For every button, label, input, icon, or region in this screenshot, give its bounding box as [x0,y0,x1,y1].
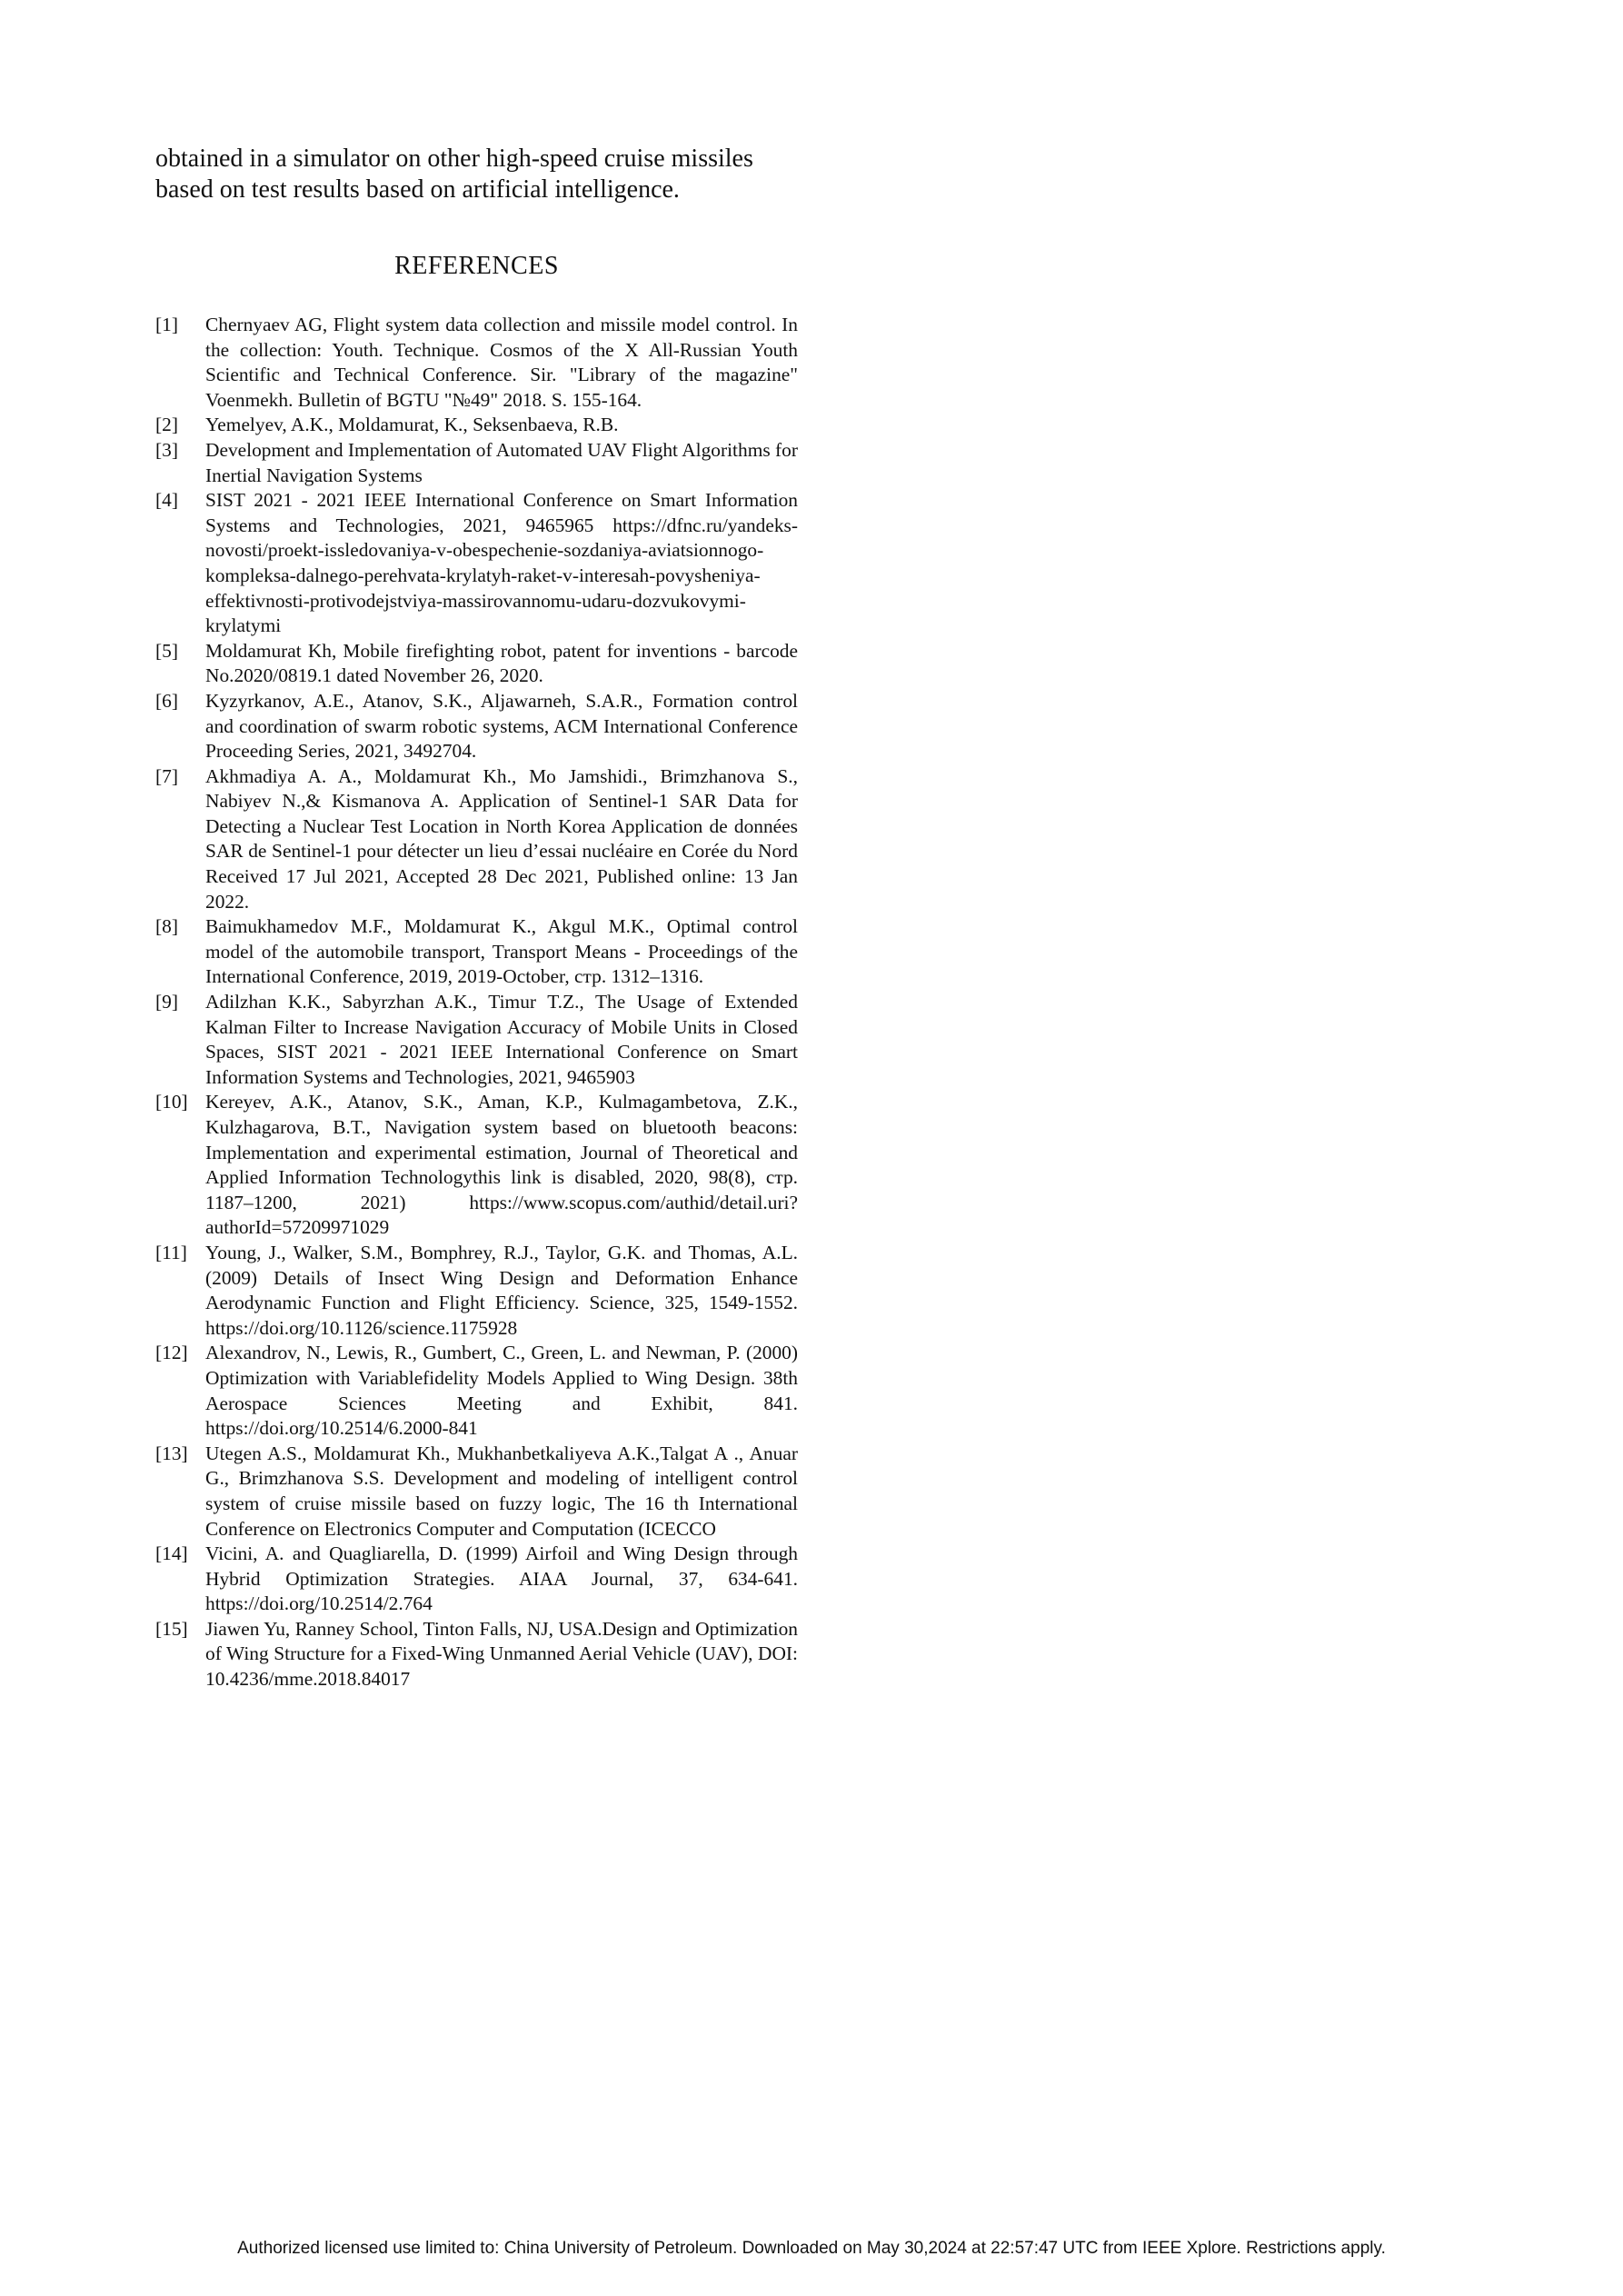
reference-number: [4] [155,489,178,512]
license-footer: Authorized licensed use limited to: China University of Petroleum. Downloaded on May 30,2024 at 22:57:47 UTC from IEEE Xplore. Restrictions apply. [237,2239,1386,2258]
reference-item [155,689,798,764]
reference-item [155,639,798,689]
reference-number: [14] [155,1542,188,1565]
reference-item [155,1341,798,1441]
reference-item [155,1617,798,1692]
reference-text: Chernyaev AG, Flight system data collection and missile model control. In the collection: Youth. Technique. Cosmos of the X All-Russian Youth Scientific and Technical Conference. Sir. "Library of the magazine" Voenmekh. Bulletin of BGTU "№49" 2018. S. 155-164. [205,314,798,411]
reference-number: [11] [155,1241,187,1263]
reference-number: [9] [155,991,178,1013]
reference-number: [3] [155,438,178,461]
reference-item [155,1241,798,1341]
reference-item [155,1090,798,1241]
reference-text: Yemelyev, A.K., Moldamurat, K., Seksenbaeva, R.B. [205,414,619,436]
reference-text: Jiawen Yu, Ranney School, Tinton Falls, NJ, USA.Design and Optimization of Wing Structure for a Fixed-Wing Unmanned Aerial Vehicle (UAV), DOI: 10.4236/mme.2018.84017 [205,1617,798,1691]
intro-paragraph: obtained in a simulator on other high-speed cruise missiles based on test results based on artificial intelligence. [155,145,753,204]
reference-number: [6] [155,689,178,712]
reference-item [155,914,798,990]
reference-item [155,764,798,915]
reference-number: [8] [155,915,178,938]
reference-text: Utegen A.S., Moldamurat Kh., Mukhanbetkaliyeva A.K.,Talgat A ., Anuar G., Brimzhanova S.S. Development and modeling of intelligent control system of cruise missile based on fuzzy logic, The 16 th International Conference on Electronics Computer and Computation (ICECCO [205,1442,798,1540]
reference-text: Development and Implementation of Automated UAV Flight Algorithms for Inertial Navigation Systems [205,438,798,486]
references-heading: REFERENCES [394,252,559,280]
reference-item [155,1542,798,1617]
reference-number: [2] [155,414,178,436]
reference-text: Kereyev, A.K., Atanov, S.K., Aman, K.P., Kulmagambetova, Z.K., Kulzhagarova, B.T., Navigation system based on bluetooth beacons: Implementation and experimental estimation, Journal of Theoretical and Applied Information Technologythis link is disabled, 2020, 98(8), стр. 1187–1200, 2021) https://www.scopus.com/authid/detail.uri?authorId=57209971029 [205,1091,798,1239]
reference-text: Vicini, A. and Quagliarella, D. (1999) Airfoil and Wing Design through Hybrid Optimization Strategies. AIAA Journal, 37, 634-641. https://doi.org/10.2514/2.764 [205,1542,798,1615]
reference-number: [7] [155,764,178,787]
reference-item [155,488,798,639]
reference-text: Young, J., Walker, S.M., Bomphrey, R.J., Taylor, G.K. and Thomas, A.L. (2009) Details of Insect Wing Design and Deformation Enhance Aerodynamic Function and Flight Efficiency. Science, 325, 1549-1552. https://doi.org/10.1126/science.1175928 [205,1241,798,1339]
reference-number: [10] [155,1091,188,1113]
reference-number: [12] [155,1342,188,1364]
reference-number: [5] [155,639,178,662]
reference-number: [13] [155,1442,188,1464]
reference-text: Moldamurat Kh, Mobile firefighting robot, patent for inventions - barcode No.2020/0819.1 dated November 26, 2020. [205,639,798,687]
left-column [155,144,798,1692]
reference-text: Alexandrov, N., Lewis, R., Gumbert, C., Green, L. and Newman, P. (2000) Optimization with Variablefidelity Models Applied to Wing Design. 38th Aerospace Sciences Meeting and Exhibit, 841. https://doi.org/10.2514/6.2000-841 [205,1342,798,1440]
reference-text: Adilzhan K.K., Sabyrzhan A.K., Timur T.Z., The Usage of Extended Kalman Filter to Increase Navigation Accuracy of Mobile Units in Closed Spaces, SIST 2021 - 2021 IEEE International Conference on Smart Information Systems and Technologies, 2021, 9465903 [205,991,798,1088]
reference-item [155,438,798,488]
reference-item [155,413,798,438]
reference-text: Kyzyrkanov, A.E., Atanov, S.K., Aljawarneh, S.A.R., Formation control and coordination of swarm robotic systems, ACM International Conference Proceeding Series, 2021, 3492704. [205,689,798,763]
reference-text: SIST 2021 - 2021 IEEE International Conference on Smart Information Systems and Technologies, 2021, 9465965 https://dfnc.ru/yandeks-novosti/proekt-issledovaniya-v-obespechenie-sozdaniya-aviatsionnogo-kompleksa-dalnego-perehvata-krylatyh-raket-v-interesah-povysheniya-effektivnosti-protivodejstviya-massirovannomu-udaru-dozvukovymi-krylatymi [205,489,798,637]
reference-item [155,313,798,413]
reference-text: Baimukhamedov M.F., Moldamurat K., Akgul M.K., Optimal control model of the automobile transport, Transport Means - Proceedings of the International Conference, 2019, 2019-October, стр. 1312–1316. [205,915,798,988]
reference-text: Akhmadiya A. A., Moldamurat Kh., Mo Jamshidi., Brimzhanova S., Nabiyev N.,& Kismanova A. Application of Sentinel-1 SAR Data for Detecting a Nuclear Test Location in North Korea Application de données SAR de Sentinel-1 pour détecter un lieu d’essai nucléaire en Corée du Nord Received 17 Jul 2021, Accepted 28 Dec 2021, Published online: 13 Jan 2022. [205,764,798,913]
reference-number: [15] [155,1617,188,1640]
reference-number: [1] [155,314,178,335]
reference-list [155,313,798,1692]
reference-item [155,990,798,1090]
reference-item [155,1442,798,1542]
